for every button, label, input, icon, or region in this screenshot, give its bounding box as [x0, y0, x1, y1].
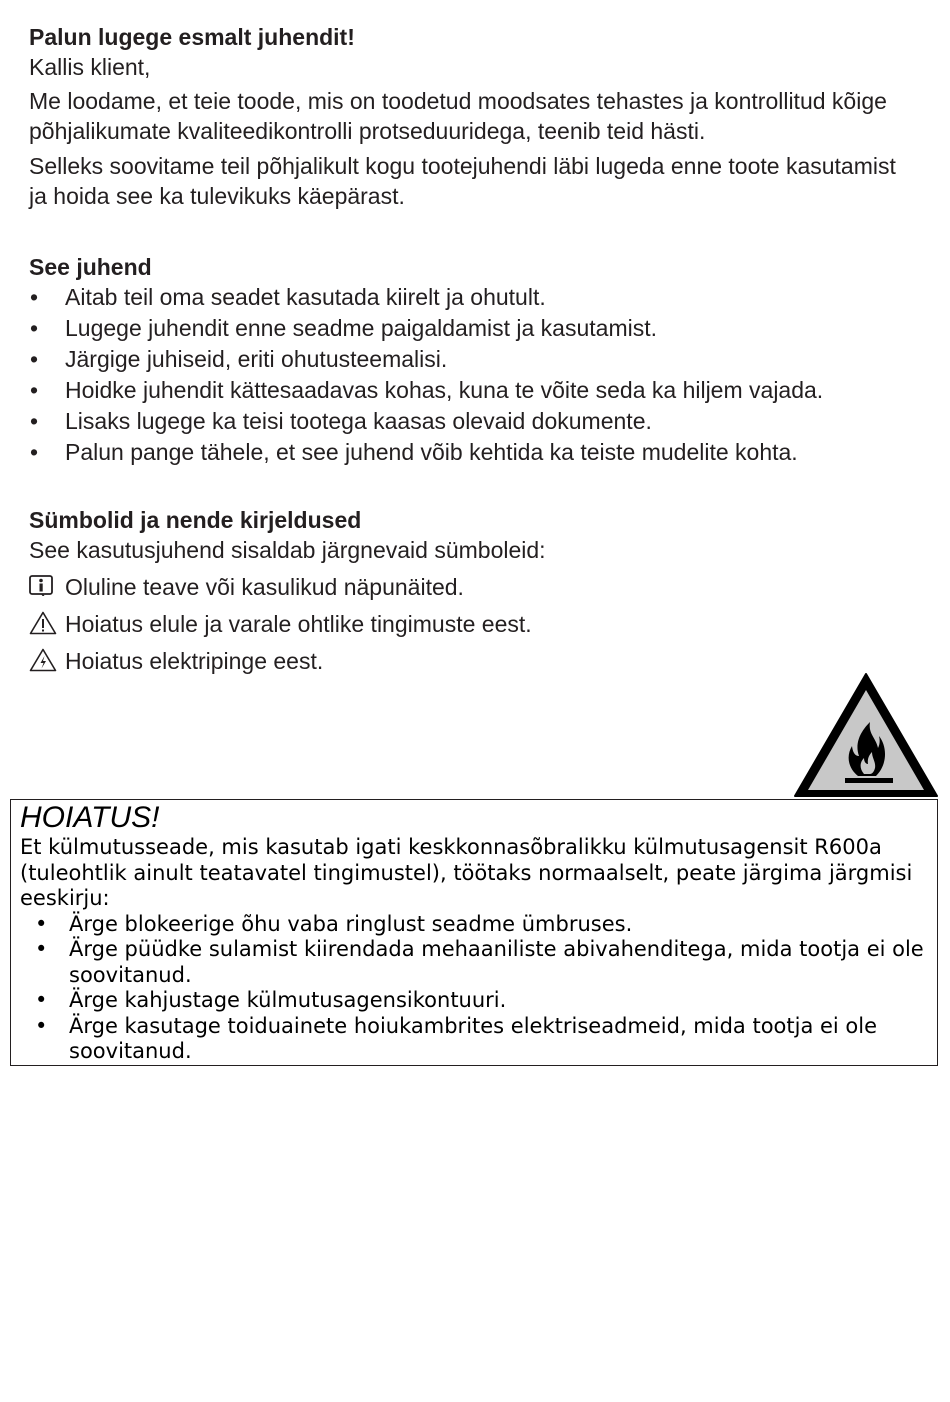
list-item: • Ärge blokeerige õhu vaba ringlust seadme ümbruses. — [35, 911, 633, 936]
warning-text: Et külmutusseade, mis kasutab igati keskkonnasõbralikku külmutusagensit R600a (tuleohtlik ainult teatavatel tingimustel), töötaks normaalselt, peate järgima järgmisi eeskirju: — [20, 835, 913, 910]
symbol-row-electric — [29, 646, 919, 676]
bullet-icon: • — [35, 1013, 48, 1038]
list-item: • Aitab teil oma seadet kasutada kiirelt ja ohutult. — [29, 282, 919, 313]
bullet-icon: • — [30, 284, 39, 310]
bullet-icon: • — [30, 315, 39, 341]
warning-box — [10, 799, 938, 1066]
guide-section — [29, 252, 919, 468]
symbol-row-info — [29, 572, 919, 602]
list-item: • Ärge püüdke sulamist kiirendada mehaaniliste abivahenditega, mida tootja ei ole soovitanud. — [35, 937, 924, 987]
flammable-sign — [792, 670, 940, 800]
list-item: • Ärge kahjustage külmutusagensikontuuri. — [35, 988, 507, 1012]
symbols-intro: See kasutusjuhend sisaldab järgnevaid sümboleid: — [29, 537, 546, 563]
symbols-heading: Sümbolid ja nende kirjeldused — [29, 507, 362, 533]
bullet-icon: • — [35, 937, 48, 961]
intro-paragraph-2: Selleks soovitame teil põhjalikult kogu tootejuhendi läbi lugeda enne toote kasutamist ja hoida see ka tulevikuks käepärast. — [29, 153, 896, 209]
intro-paragraph-1: Me loodame, et teie toode, mis on toodetud moodsates tehastes ja kontrollitud kõige põhjalikumate kvaliteedikontrolli protseduuridega, teenib teid hästi. — [29, 88, 887, 144]
bullet-icon: • — [35, 911, 48, 936]
warning-triangle-icon — [29, 611, 57, 635]
intro-greeting: Kallis klient, — [29, 54, 151, 80]
bullet-icon: • — [30, 439, 39, 465]
intro-section — [29, 22, 919, 211]
flammable-warning-icon — [792, 670, 940, 800]
symbol-electric-text: Hoiatus elektripinge eest. — [65, 648, 324, 674]
info-icon — [29, 574, 55, 596]
list-item: • Hoidke juhendit kättesaadavas kohas, kuna te võite seda ka hiljem vajada. — [29, 375, 919, 406]
list-item: • Järgige juhiseid, eriti ohutusteemalisi. — [29, 344, 919, 375]
bullet-icon: • — [30, 377, 39, 403]
warning-title: HOIATUS! — [20, 801, 160, 834]
warning-list — [20, 912, 927, 1065]
bullet-icon: • — [35, 988, 48, 1012]
list-item: • Lugege juhendit enne seadme paigaldamist ja kasutamist. — [29, 313, 919, 344]
guide-list — [29, 282, 919, 468]
list-item: • Palun pange tähele, et see juhend võib kehtida ka teiste mudelite kohta. — [29, 437, 919, 468]
electric-warning-icon — [29, 648, 57, 672]
list-item: • Lisaks lugege ka teisi tootega kaasas olevaid dokumente. — [29, 406, 919, 437]
bullet-icon: • — [30, 408, 39, 434]
symbols-section — [29, 505, 919, 676]
symbol-warning-text: Hoiatus elule ja varale ohtlike tingimuste eest. — [65, 611, 532, 637]
symbol-row-warning — [29, 609, 919, 639]
bullet-icon: • — [30, 346, 39, 372]
guide-heading: See juhend — [29, 254, 152, 280]
list-item: • Ärge kasutage toiduainete hoiukambrites elektriseadmeid, mida tootja ei ole soovitanud. — [35, 1013, 878, 1063]
intro-heading: Palun lugege esmalt juhendit! — [29, 24, 355, 50]
symbol-info-text: Oluline teave või kasulikud näpunäited. — [65, 574, 464, 600]
